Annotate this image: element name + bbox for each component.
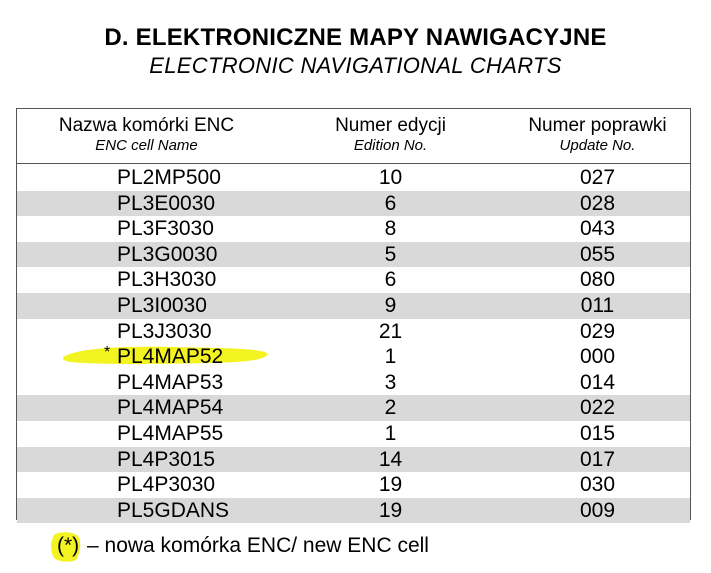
cell-name: PL5GDANS — [117, 498, 230, 522]
cell-name: PL2MP500 — [117, 166, 221, 189]
cell-name: PL3E0030 — [117, 191, 216, 215]
table-row — [17, 421, 690, 447]
table-row — [17, 165, 690, 191]
column-header-sublabel: ENC cell Name — [95, 137, 198, 154]
cell-update: 029 — [579, 319, 616, 343]
page-subtitle: ELECTRONIC NAVIGATIONAL CHARTS — [149, 53, 562, 78]
cell-update: 015 — [579, 421, 616, 445]
cell-name: PL3H3030 — [117, 268, 217, 292]
footnote-marker — [55, 532, 81, 560]
cell-update: 014 — [579, 370, 616, 394]
cell-edition: 9 — [384, 293, 397, 317]
table-row — [17, 395, 690, 421]
column-header-label: Numer edycji — [335, 115, 446, 136]
cell-edition: 14 — [378, 447, 403, 471]
cell-name: PL3G0030 — [117, 242, 218, 266]
table-row — [17, 370, 690, 396]
cell-edition: 1 — [384, 345, 397, 369]
cell-update: 022 — [579, 396, 616, 420]
cell-update: 027 — [579, 166, 616, 189]
page-title: D. ELEKTRONICZNE MAPY NAWIGACYJNE — [104, 24, 607, 51]
cell-name: PL4MAP54 — [117, 396, 224, 420]
table-row — [17, 267, 690, 293]
cell-update: 009 — [579, 498, 616, 522]
cell-edition: 1 — [384, 421, 397, 445]
cell-update: 043 — [579, 217, 616, 241]
cell-update: 030 — [579, 473, 616, 497]
column-header-edition — [276, 115, 505, 155]
table-row — [17, 447, 690, 473]
cell-edition: 19 — [378, 498, 403, 522]
column-header-label: Numer poprawki — [528, 115, 667, 136]
cell-update: 000 — [579, 345, 616, 369]
cell-edition: 10 — [378, 166, 403, 189]
cell-name: PL4P3030 — [117, 473, 216, 497]
table-row — [17, 498, 690, 524]
table-header — [17, 109, 690, 164]
cell-name: PL3F3030 — [117, 217, 214, 241]
new-cell-star: * — [104, 344, 111, 362]
cell-name: PL3J3030 — [117, 319, 212, 343]
column-header-sublabel: Edition No. — [353, 137, 428, 154]
cell-name: PL3I0030 — [117, 293, 207, 317]
table-body — [17, 165, 690, 523]
cell-name: PL4MAP52 — [117, 345, 224, 369]
table-row — [17, 216, 690, 242]
column-header-update — [505, 115, 690, 155]
cell-update: 080 — [579, 268, 616, 292]
table-row — [17, 319, 690, 345]
footnote-marker-text: (*) — [57, 534, 80, 557]
footnote-text: – nowa komórka ENC/ new ENC cell — [81, 534, 429, 557]
cell-edition: 8 — [384, 217, 397, 241]
cell-edition: 6 — [384, 268, 397, 292]
cell-edition: 2 — [384, 396, 397, 420]
enc-table — [16, 108, 691, 520]
cell-edition: 19 — [378, 473, 403, 497]
column-header-sublabel: Update No. — [559, 137, 636, 154]
footnote — [55, 532, 429, 560]
table-row — [17, 293, 690, 319]
cell-edition: 5 — [384, 242, 397, 266]
table-row-new-cell — [17, 344, 690, 370]
cell-name: PL4MAP53 — [117, 370, 224, 394]
cell-update: 017 — [579, 447, 616, 471]
cell-update: 028 — [579, 191, 616, 215]
cell-update: 011 — [580, 293, 615, 317]
cell-edition: 3 — [384, 370, 397, 394]
cell-name: PL4MAP55 — [117, 421, 224, 445]
column-header-label: Nazwa komórki ENC — [58, 115, 235, 136]
cell-edition: 6 — [384, 191, 397, 215]
column-header-cell-name — [17, 115, 276, 155]
table-row — [17, 242, 690, 268]
table-row — [17, 472, 690, 498]
cell-name: PL4P3015 — [117, 447, 216, 471]
cell-edition: 21 — [378, 319, 403, 343]
cell-update: 055 — [579, 242, 616, 266]
table-row — [17, 191, 690, 217]
